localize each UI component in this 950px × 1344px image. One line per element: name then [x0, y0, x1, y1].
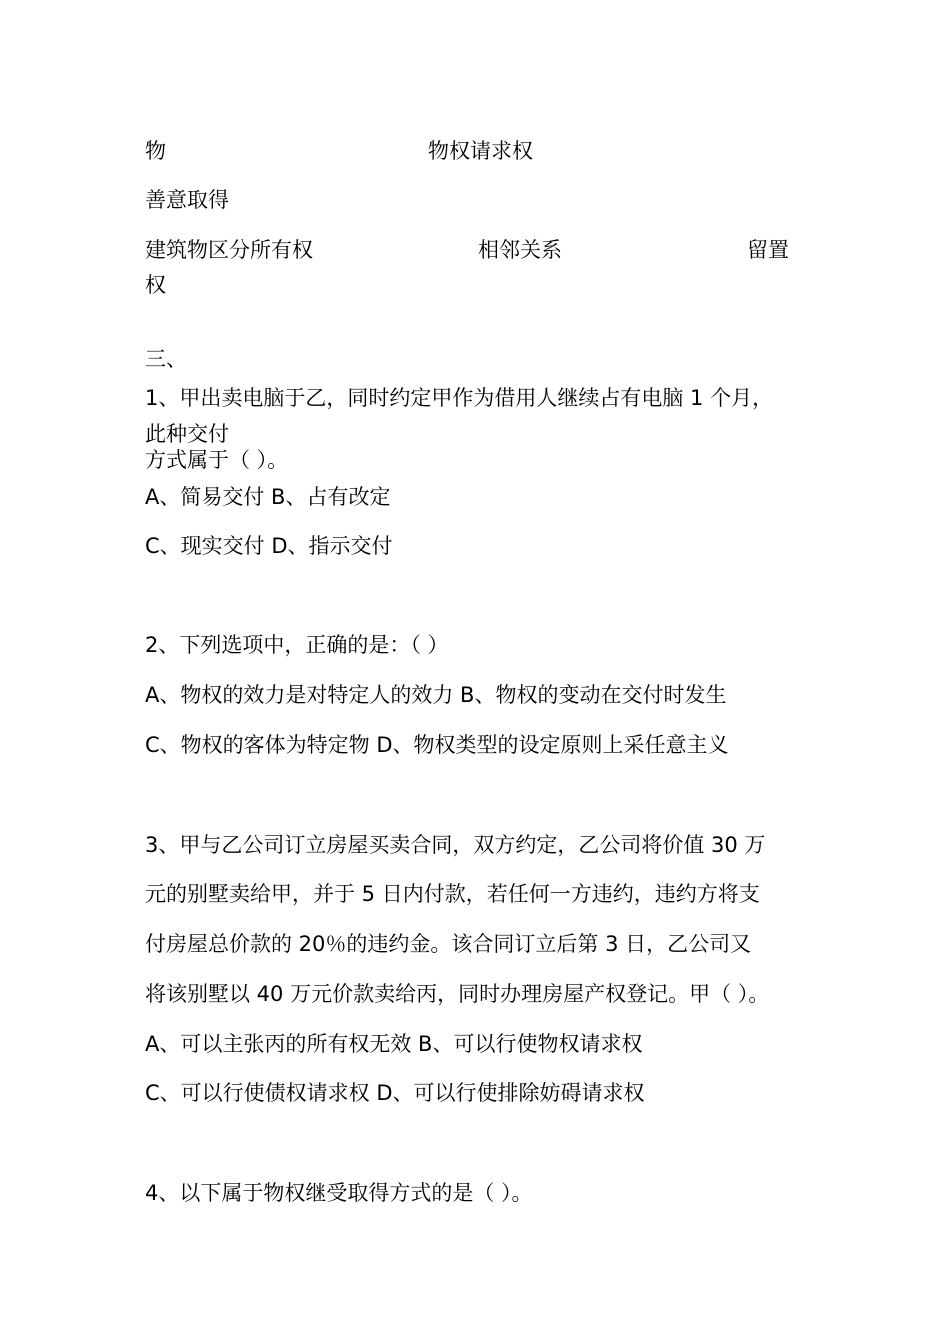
question-text: 元的别墅卖给甲，并于 5 日内付款，若任何一方违约，违约方将支: [145, 882, 760, 906]
question-text: 4、以下属于物权继受取得方式的是（ ）。: [145, 1181, 533, 1205]
question-text: 1、甲出卖电脑于乙，同时约定甲作为借用人继续占有电脑 1 个月，: [145, 386, 774, 410]
question-option: A、物权的效力是对特定人的效力 B、物权的变动在交付时发生: [145, 683, 727, 707]
question-text: 将该别墅以 40 万元价款卖给丙，同时办理房屋产权登记。甲（ ）。: [145, 982, 770, 1006]
term-item: 物权请求权: [428, 139, 533, 163]
term-item: 权: [145, 273, 166, 297]
question-text: 此种交付: [145, 422, 229, 446]
term-item: 物: [145, 139, 166, 163]
question-option: C、现实交付 D、指示交付: [145, 534, 393, 558]
section-heading: 三、: [145, 347, 187, 371]
term-item: 善意取得: [145, 188, 229, 212]
question-option: A、简易交付 B、占有改定: [145, 485, 391, 509]
question-option: C、可以行使债权请求权 D、可以行使排除妨碍请求权: [145, 1081, 645, 1105]
term-item: 建筑物区分所有权: [145, 238, 313, 262]
question-text: 3、甲与乙公司订立房屋买卖合同，双方约定，乙公司将价值 30 万: [145, 833, 766, 857]
term-item: 留置: [747, 238, 789, 262]
question-text: 方式属于（ ）。: [145, 448, 289, 472]
question-text: 付房屋总价款的 20％的违约金。该合同订立后第 3 日，乙公司又: [145, 932, 752, 956]
question-option: A、可以主张丙的所有权无效 B、可以行使物权请求权: [145, 1032, 643, 1056]
question-text: 2、下列选项中，正确的是：（ ）: [145, 633, 449, 657]
term-item: 相邻关系: [478, 238, 562, 262]
question-option: C、物权的客体为特定物 D、物权类型的设定原则上采任意主义: [145, 733, 729, 757]
